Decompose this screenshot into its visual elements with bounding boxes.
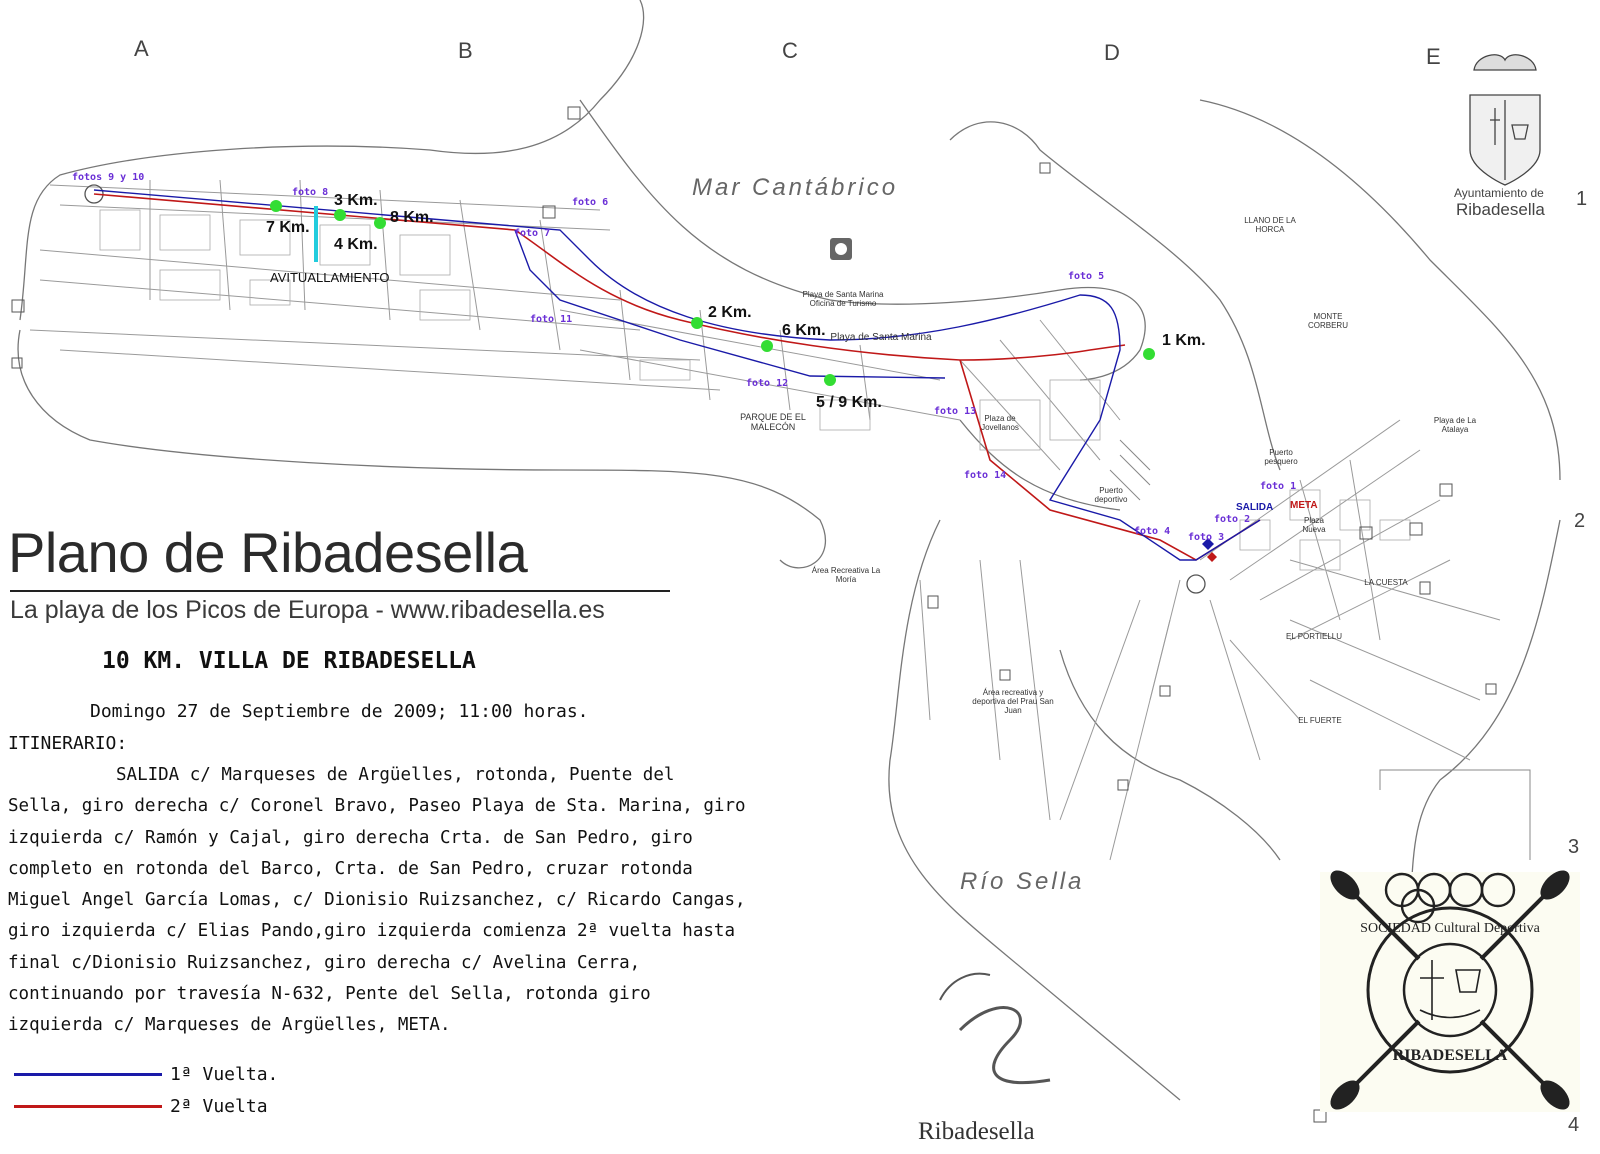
plan-subtitle: La playa de los Picos de Europa - www.ribadesella.es (10, 596, 605, 624)
puerto-pesquero-label: Puerto pesquero (1264, 448, 1298, 467)
race-title: 10 KM. VILLA DE RIBADESELLA (102, 648, 476, 674)
photo-point-12: foto 12 (746, 378, 789, 389)
sea-label: Mar Cantábrico (692, 174, 899, 201)
coat-of-arms-icon (1470, 55, 1540, 185)
grid-row-2: 2 (1574, 510, 1586, 532)
puerto-deportivo-label: Puerto deportivo (1094, 486, 1128, 505)
grid-col-b: B (458, 38, 473, 63)
municipality-name-line1: Ayuntamiento de (1454, 186, 1544, 200)
llano-horca-label: LLANO DE LA HORCA (1244, 216, 1296, 235)
grid-row-3: 3 (1568, 836, 1580, 858)
photo-point-6: foto 6 (572, 197, 609, 208)
parque-malecon-label: PARQUE DE EL MALECÓN (740, 412, 806, 433)
route-lap1-line (94, 190, 1260, 560)
plan-title-rule (10, 590, 670, 592)
roundabout-bridge (1187, 575, 1205, 593)
river-label: Río Sella (960, 868, 1085, 895)
photo-point-13: foto 13 (934, 406, 977, 417)
legend-lap1-label: 1ª Vuelta. (170, 1064, 279, 1085)
photo-point-1: foto 1 (1260, 481, 1297, 492)
km-label-7: 7 Km. (266, 219, 310, 236)
area-moria-label: Área Recreativa La Moría (811, 566, 881, 585)
club-seal-top-text: SOCIEDAD Cultural Deportiva (1360, 921, 1540, 936)
photo-point-9-10: fotos 9 y 10 (72, 172, 145, 183)
km-label-4: 4 Km. (334, 236, 378, 253)
itinerary-heading: ITINERARIO: (8, 733, 128, 754)
grid-col-e: E (1426, 44, 1441, 69)
club-seal-icon (1320, 865, 1580, 1115)
photo-point-3: foto 3 (1188, 532, 1225, 543)
el-portiellu-label: EL PORTIELLU (1285, 632, 1343, 641)
plaza-nueva-label: Plaza Nueva (1302, 516, 1326, 535)
plaza-jovellanos-label: Plaza de Jovellanos (981, 414, 1019, 433)
la-cuesta-label: LA CUESTA (1364, 578, 1408, 587)
playa-atalaya-label: Playa de La Atalaya (1433, 416, 1477, 435)
photo-point-8: foto 8 (292, 187, 329, 198)
km-label-8: 8 Km. (390, 209, 434, 226)
itinerary-text: SALIDA c/ Marqueses de Argüelles, rotonda, Puente del Sella, giro derecha c/ Coronel Bravo, Paseo Playa de Sta. Marina, giro izquierda c/ Ramón y Cajal, giro derecha Crta. de San Pedro, giro completo en rotonda del Barco, Crta. de San Pedro, cruzar rotonda Miguel Angel García Lomas, c/ Dionisio Ruizsanchez, c/ Ricardo Cangas, giro izquierda c/ Elias Pando,giro izquierda comienza 2ª vuelta hasta final c/Dionisio Ruizsanchez, giro derecha c/ Avelina Cerra, continuando por travesía N-632, Pente del Sella, rotonda giro izquierda c/ Marqueses de Argüelles, META. (8, 765, 746, 1036)
start-label: SALIDA (1236, 502, 1274, 513)
km-label-6: 6 Km. (782, 322, 826, 339)
photo-point-11: foto 11 (530, 314, 573, 325)
club-seal-bottom-text: RIBADESELLA (1392, 1047, 1508, 1064)
photo-point-14: foto 14 (964, 470, 1007, 481)
photo-point-5: foto 5 (1068, 271, 1105, 282)
km-label-3: 3 Km. (334, 192, 378, 209)
photo-point-7: foto 7 (514, 228, 551, 239)
plan-title: Plano de Ribadesella (8, 521, 528, 584)
grid-col-c: C (782, 38, 798, 63)
km-label-2: 2 Km. (708, 304, 752, 321)
legend-lap2-label: 2ª Vuelta (170, 1096, 268, 1117)
refreshment-label: AVITUALLAMIENTO (270, 270, 390, 285)
playa-santa-marina-label: Playa de Santa Marina (830, 332, 932, 343)
grid-col-d: D (1104, 40, 1120, 65)
race-date: Domingo 27 de Septiembre de 2009; 11:00 horas. (90, 701, 589, 722)
monte-corberu-label: MONTE CORBERU (1307, 312, 1348, 331)
km-label-5-9: 5 / 9 Km. (816, 394, 882, 411)
map-frame-line (1380, 770, 1530, 860)
ribadesella-logo-icon (940, 974, 1050, 1083)
grid-row-1: 1 (1576, 188, 1588, 210)
photo-point-2: foto 2 (1214, 514, 1251, 525)
legend-lap2-swatch (14, 1105, 162, 1108)
km-label-1: 1 Km. (1162, 332, 1206, 349)
municipality-name-line2: Ribadesella (1456, 200, 1545, 219)
ribadesella-logo-text: Ribadesella (918, 1118, 1035, 1145)
el-fuerte-label: EL FUERTE (1298, 716, 1342, 725)
photo-point-4: foto 4 (1134, 526, 1171, 537)
finish-label: META (1290, 500, 1318, 511)
legend-lap1-swatch (14, 1073, 162, 1076)
grid-row-4: 4 (1568, 1114, 1580, 1136)
playa-info-label: Playa de Santa Marina Oficina de Turismo (802, 290, 884, 309)
area-prau-label: Área recreativa y deportiva del Prau San Juan (972, 688, 1054, 716)
grid-col-a: A (134, 36, 149, 61)
